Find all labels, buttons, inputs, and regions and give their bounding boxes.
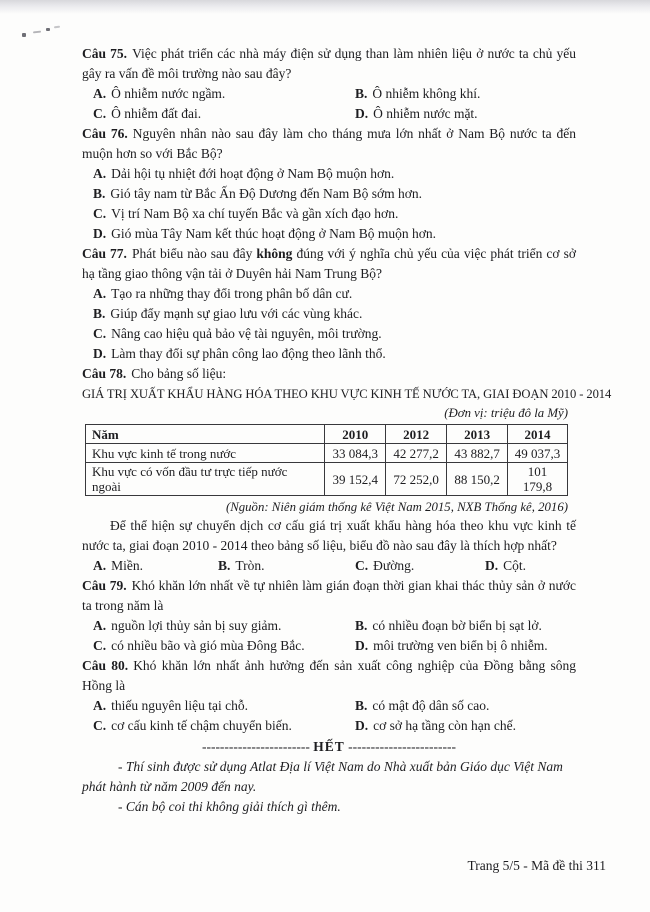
options	[82, 284, 576, 364]
option-d	[355, 636, 576, 656]
pencil-mark	[33, 31, 41, 34]
option-d	[82, 344, 576, 364]
table-cell: 33 084,3	[325, 444, 386, 463]
option-letter: D.	[485, 558, 499, 573]
option-text: Dải hội tụ nhiệt đới hoạt động ở Nam Bộ muộn hơn.	[111, 166, 395, 181]
option-text: Ô nhiễm nước ngầm.	[111, 86, 226, 101]
question-number: Câu 75.	[82, 46, 128, 61]
option-b	[355, 696, 576, 716]
option-text: Vị trí Nam Bộ xa chí tuyến Bắc và gần xích đạo hơn.	[111, 206, 399, 221]
question-text: Nguyên nhân nào sau đây làm cho tháng mưa lớn nhất ở Nam Bộ nước ta đến muộn hơn so với Bắc Bộ?	[82, 126, 576, 161]
option-text: Tạo ra những thay đổi trong phân bố dân cư.	[111, 286, 353, 301]
table-header-cell: 2014	[508, 425, 568, 444]
table-cell: 101 179,8	[508, 463, 568, 496]
end-marker	[82, 737, 576, 757]
exam-note-atlat: - Thí sinh được sử dụng Atlat Địa lí Việt Nam do Nhà xuất bản Giáo dục Việt Nam phát hành từ năm 2009 đến nay.	[82, 759, 563, 794]
table-header-row	[86, 425, 568, 444]
option-text: Nâng cao hiệu quả bảo vệ tài nguyên, môi trường.	[111, 326, 382, 341]
option-a	[93, 616, 355, 636]
pencil-mark	[54, 26, 60, 29]
options	[82, 164, 576, 244]
option-letter: D.	[93, 226, 107, 241]
data-table	[85, 424, 568, 496]
option-text: có nhiều đoạn bờ biển bị sạt lở.	[372, 618, 542, 633]
option-d	[82, 224, 576, 244]
option-a	[93, 696, 355, 716]
option-letter: A.	[93, 558, 107, 573]
option-letter: B.	[355, 698, 368, 713]
option-text: Ô nhiễm nước mặt.	[373, 106, 478, 121]
question-text: Để thể hiện sự chuyển dịch cơ cấu giá trị xuất khẩu hàng hóa theo khu vực kinh tế nước ta, giai đoạn 2010 - 2014 theo bảng số liệu, biểu đồ nào sau đây là thích hợp nhất?	[82, 518, 576, 553]
option-letter: D.	[355, 638, 369, 653]
table-cell: 72 252,0	[386, 463, 447, 496]
option-text: cơ sở hạ tầng còn hạn chế.	[373, 718, 516, 733]
end-dashes-right: ------------------------	[348, 739, 457, 754]
option-a	[82, 164, 576, 184]
table-cell: 88 150,2	[447, 463, 508, 496]
table-cell: 49 037,3	[508, 444, 568, 463]
question-stem	[82, 656, 576, 696]
table-header-cell: Năm	[86, 425, 325, 444]
question-text-pre: Phát biểu nào sau đây	[131, 246, 257, 261]
option-b	[82, 184, 576, 204]
option-a	[93, 84, 355, 104]
option-text: Gió tây nam từ Bắc Ấn Độ Dương đến Nam Bộ sớm hơn.	[110, 186, 423, 201]
question-text-emphasis: không	[256, 246, 293, 261]
option-c	[82, 204, 576, 224]
pencil-mark	[22, 33, 26, 37]
question-78	[82, 364, 612, 576]
question-number: Câu 76.	[82, 126, 128, 141]
option-text: môi trường ven biển bị ô nhiễm.	[373, 638, 548, 653]
question-77	[82, 244, 576, 364]
question-text-post: đúng với ý nghĩa chủ yếu của việc phát triển cơ sở hạ tầng giao thông vận tải ở Duyên hải Nam Trung Bộ?	[82, 246, 576, 281]
option-letter: B.	[355, 86, 368, 101]
option-text: thiếu nguyên liệu tại chỗ.	[111, 698, 248, 713]
pencil-mark	[46, 28, 50, 31]
option-letter: D.	[355, 718, 369, 733]
question-text: Khó khăn lớn nhất về tự nhiên làm gián đoạn thời gian khai thác thủy sản ở nước ta trong năm là	[82, 578, 576, 613]
option-text: Tròn.	[235, 558, 265, 573]
table-row	[86, 444, 568, 463]
question-79	[82, 576, 576, 656]
option-b	[355, 616, 576, 636]
option-b	[218, 556, 355, 576]
table-cell: 42 277,2	[386, 444, 447, 463]
question-75	[82, 44, 576, 124]
option-text: cơ cấu kinh tế chậm chuyển biến.	[111, 718, 292, 733]
exam-note-proctor: - Cán bộ coi thi không giải thích gì thêm.	[118, 799, 341, 814]
table-title: GIÁ TRỊ XUẤT KHẨU HÀNG HÓA THEO KHU VỰC KINH TẾ NƯỚC TA, GIAI ĐOẠN 2010 - 2014	[82, 387, 612, 401]
option-letter: A.	[93, 166, 107, 181]
table-header-cell: 2012	[386, 425, 447, 444]
option-letter: C.	[93, 718, 107, 733]
table-source-note: (Nguồn: Niên giám thống kê Việt Nam 2015, NXB Thống kê, 2016)	[225, 500, 568, 514]
option-c	[93, 636, 355, 656]
options	[82, 556, 576, 576]
option-letter: A.	[93, 86, 107, 101]
option-letter: C.	[355, 558, 369, 573]
option-text: Gió mùa Tây Nam kết thúc hoạt động ở Nam Bộ muộn hơn.	[111, 226, 436, 241]
end-label: HẾT	[313, 739, 345, 754]
question-number: Câu 79.	[82, 578, 127, 593]
question-number: Câu 77.	[82, 246, 127, 261]
option-text: Đường.	[373, 558, 415, 573]
option-letter: C.	[93, 106, 107, 121]
option-text: Làm thay đổi sự phân công lao động theo lãnh thổ.	[111, 346, 386, 361]
question-stem	[82, 44, 576, 84]
exam-content	[82, 44, 612, 817]
table-header-cell: 2010	[325, 425, 386, 444]
option-letter: D.	[93, 346, 107, 361]
option-letter: D.	[355, 106, 369, 121]
question-stem	[82, 244, 576, 284]
question-lead	[82, 364, 576, 384]
option-letter: A.	[93, 618, 107, 633]
option-text: nguồn lợi thủy sản bị suy giảm.	[111, 618, 282, 633]
option-text: Ô nhiễm đất đai.	[111, 106, 202, 121]
option-d	[355, 104, 576, 124]
scan-edge-artifact	[0, 0, 650, 14]
option-text: Giúp đẩy mạnh sự giao lưu với các vùng khác.	[110, 306, 363, 321]
table-row-label: Khu vực kinh tế trong nước	[86, 444, 325, 463]
option-letter: B.	[93, 186, 106, 201]
option-d	[485, 556, 576, 576]
option-a	[93, 556, 218, 576]
table-row-label: Khu vực có vốn đầu tư trực tiếp nước ngoài	[86, 463, 325, 496]
options	[82, 84, 576, 124]
question-stem	[82, 576, 576, 616]
option-c	[93, 716, 355, 736]
option-text: có nhiều bão và gió mùa Đông Bắc.	[111, 638, 305, 653]
option-c	[93, 104, 355, 124]
option-text: Ô nhiễm không khí.	[372, 86, 481, 101]
option-letter: C.	[93, 326, 107, 341]
option-c	[82, 324, 576, 344]
table-unit-note: (Đơn vị: triệu đô la Mỹ)	[444, 406, 568, 420]
question-stem	[82, 124, 576, 164]
question-lead-text: Cho bảng số liệu:	[131, 366, 227, 381]
option-letter: C.	[93, 638, 107, 653]
question-number: Câu 80.	[82, 658, 129, 673]
question-76	[82, 124, 576, 244]
end-dashes-left: ------------------------	[201, 739, 310, 754]
question-text: Khó khăn lớn nhất ảnh hưởng đến sản xuất công nghiệp của Đồng bằng sông Hồng là	[82, 658, 577, 693]
question-text: Việc phát triển các nhà máy điện sử dụng than làm nhiên liệu ở nước ta chủ yếu gây ra vấn đề môi trường nào sau đây?	[82, 46, 576, 81]
table-cell: 43 882,7	[447, 444, 508, 463]
table-header-cell: 2013	[447, 425, 508, 444]
options	[82, 616, 576, 656]
option-text: Cột.	[503, 558, 527, 573]
option-b	[355, 84, 576, 104]
table-cell: 39 152,4	[325, 463, 386, 496]
option-letter: B.	[218, 558, 231, 573]
option-b	[82, 304, 576, 324]
option-letter: A.	[93, 698, 107, 713]
option-text: Miền.	[111, 558, 143, 573]
option-letter: B.	[355, 618, 368, 633]
option-c	[355, 556, 485, 576]
question-80	[82, 656, 576, 736]
options	[82, 696, 576, 736]
option-letter: B.	[93, 306, 106, 321]
page-footer: Trang 5/5 - Mã đề thi 311	[467, 858, 606, 873]
option-letter: C.	[93, 206, 107, 221]
option-letter: A.	[93, 286, 107, 301]
option-d	[355, 716, 576, 736]
option-a	[82, 284, 576, 304]
table-row	[86, 463, 568, 496]
option-text: có mật độ dân số cao.	[372, 698, 490, 713]
question-number: Câu 78.	[82, 366, 127, 381]
